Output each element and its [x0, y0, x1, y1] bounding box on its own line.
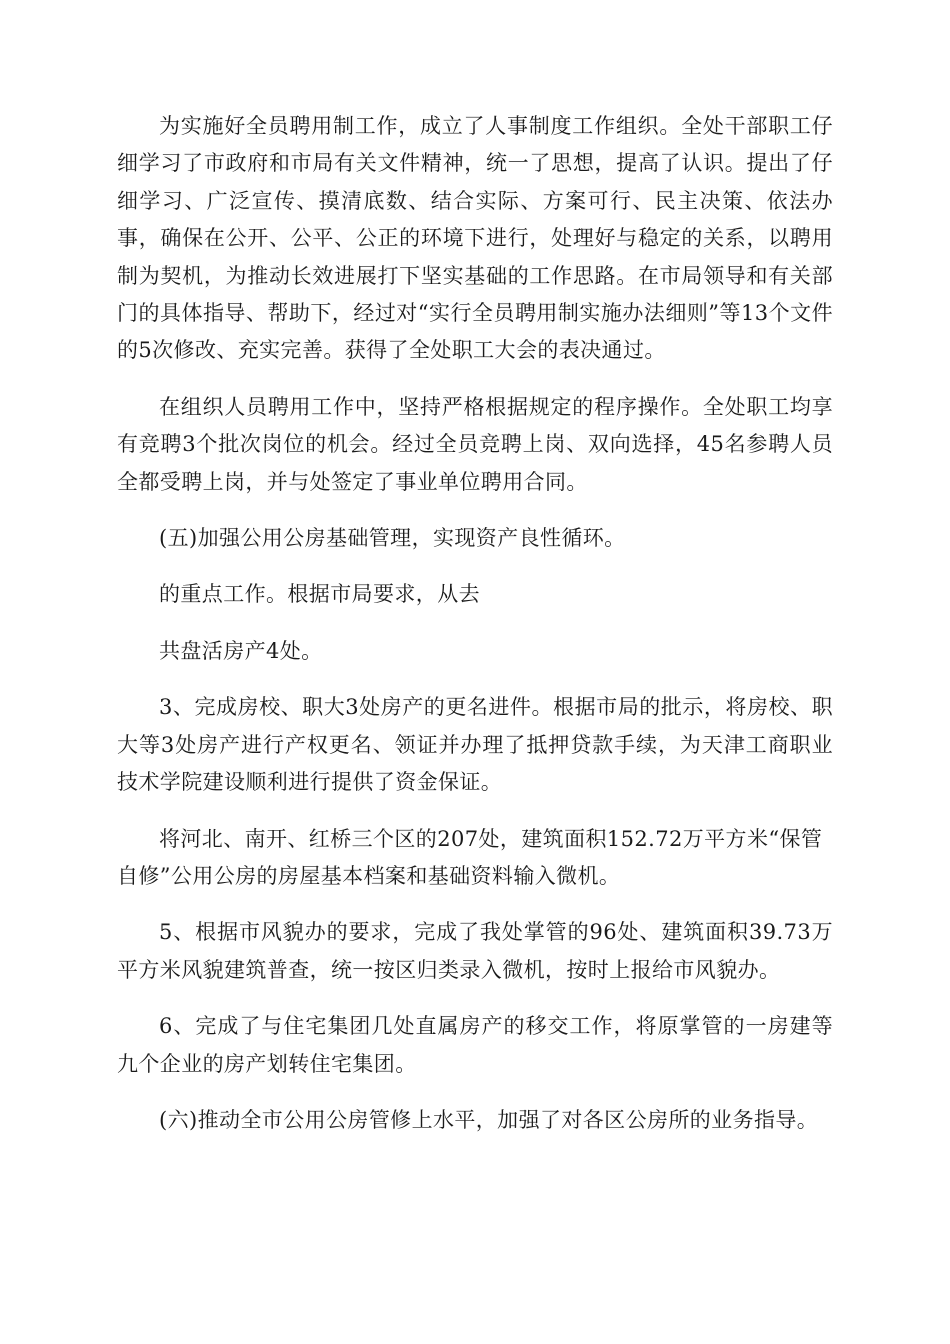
section-heading-five: (五)加强公用公房基础管理，实现资产良性循环。 — [159, 526, 626, 551]
document-page — [117, 108, 833, 1139]
paragraph-recruitment-organization: 为实施好全员聘用制工作，成立了人事制度工作组织。全处干部职工仔细学习了市政府和市局有关文件精神，统一了思想，提高了认识。提出了仔细学习、广泛宣传、摸清底数、结合实际、方案可行、民主决策、依法办事，确保在公开、公平、公正的环境下进行，处理好与稳定的关系，以聘用制为契机，为推动长效进展打下坚实基础的工作思路。在市局领导和有关部门的具体指导、帮助下，经过对“实行全员聘用制实施办法细则”等13个文件的5次修改、充实完善。获得了全处职工大会的表决通过。 — [117, 114, 833, 363]
paragraph-key-work: 的重点工作。根据市局要求，从去 — [159, 582, 480, 607]
paragraph-item-3-renaming: 3、完成房校、职大3处房产的更名进件。根据市局的批示，将房校、职大等3处房产进行产权更名、领证并办理了抵押贷款手续，为天津工商职业技术学院建设顺利进行提供了资金保证。 — [117, 695, 833, 795]
paragraph-item-5-survey: 5、根据市风貌办的要求，完成了我处掌管的96处、建筑面积39.73万平方米风貌建筑普查，统一按区归类录入微机，按时上报给市风貌办。 — [117, 920, 833, 982]
paragraph-item-6-transfer: 6、完成了与住宅集团几处直属房产的移交工作，将原掌管的一房建等九个企业的房产划转住宅集团。 — [117, 1014, 833, 1076]
paragraph-archive-entry: 将河北、南开、红桥三个区的207处，建筑面积152.72万平方米“保管自修”公用公房的房屋基本档案和基础资料输入微机。 — [117, 826, 823, 888]
section-heading-six: (六)推动全市公用公房管修上水平，加强了对各区公房所的业务指导。 — [159, 1107, 819, 1132]
paragraph-recruitment-procedure: 在组织人员聘用工作中，坚持严格根据规定的程序操作。全处职工均享有竞聘3个批次岗位的机会。经过全员竞聘上岗、双向选择，45名参聘人员全都受聘上岗，并与处签定了事业单位聘用合同。 — [117, 394, 833, 494]
paragraph-revitalized-property: 共盘活房产4处。 — [159, 638, 323, 663]
